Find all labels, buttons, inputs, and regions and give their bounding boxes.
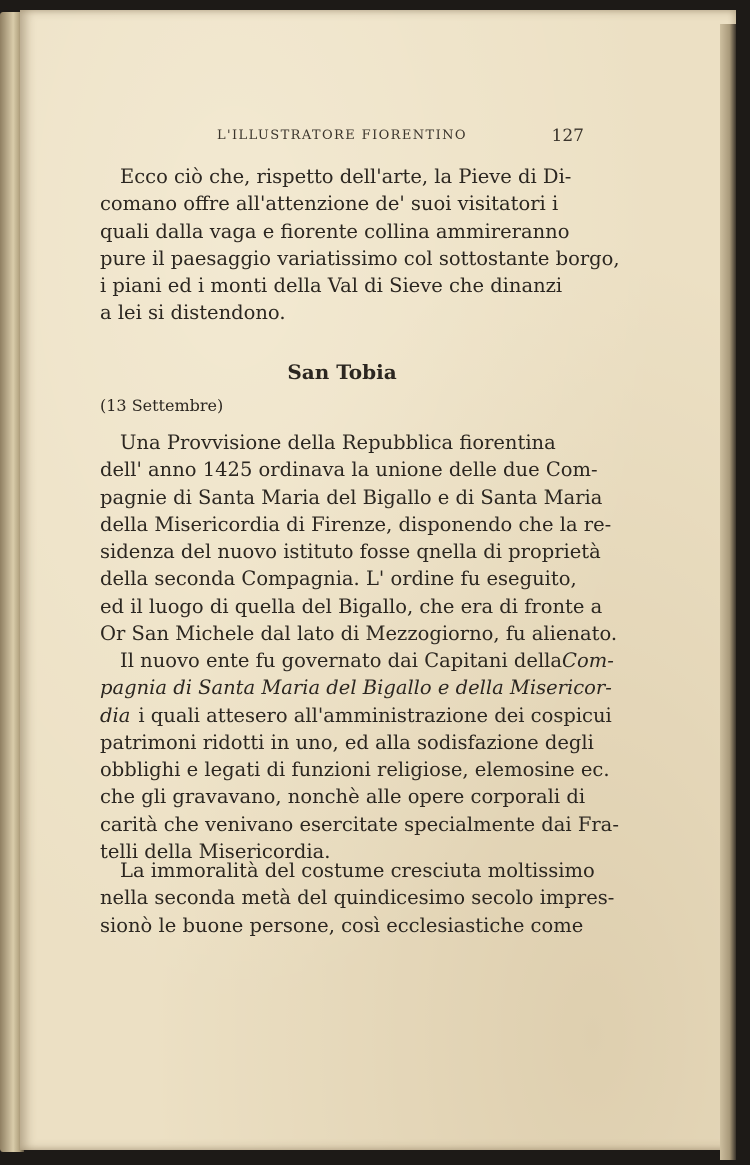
page-number: 127	[551, 126, 584, 146]
text-line: comano offre all'attenzione de' suoi visitatori i	[100, 192, 559, 216]
text-line: pagnia di Santa Maria del Bigallo e della Misericor-	[100, 676, 612, 700]
text-line: Ecco ciò che, rispetto dell'arte, la Pieve di Di-	[120, 165, 572, 188]
paragraph-2	[100, 647, 619, 865]
text-line: carità che venivano esercitate specialmente dai Fra-	[100, 812, 619, 836]
text-segment: i quali attesero all'amministrazione dei cospicui	[138, 703, 612, 727]
text-line: nella seconda metà del quindicesimo secolo impres-	[100, 886, 615, 910]
text-line: della seconda Compagnia. L' ordine fu eseguito,	[100, 567, 577, 591]
text-line: sionò le buone persone, così ecclesiastiche come	[100, 913, 584, 937]
italic-text: Com-	[562, 649, 614, 672]
text-line: dell' anno 1425 ordinava la unione delle due Com-	[100, 458, 598, 482]
text-segment: Il nuovo ente fu governato dai Capitani della	[120, 649, 563, 672]
page-edge-shadow	[720, 24, 736, 1160]
text-line: Or San Michele dal lato di Mezzogiorno, fu alienato.	[100, 622, 618, 646]
text-line: patrimoni ridotti in uno, ed alla sodisfazione degli	[100, 730, 594, 754]
intro-paragraph	[100, 163, 620, 327]
page-header	[100, 128, 584, 152]
text-line: pagnie di Santa Maria del Bigallo e di Santa Maria	[100, 485, 603, 509]
text-line: telli della Misericordia.	[100, 840, 331, 864]
text-line	[100, 702, 612, 729]
italic-text: dia	[100, 703, 131, 727]
text-line: che gli gravavano, nonchè alle opere corporali di	[100, 785, 586, 809]
text-line: ed il luogo di quella del Bigallo, che era di fronte a	[100, 594, 603, 618]
running-title: L'ILLUSTRATORE FIORENTINO	[217, 128, 467, 143]
text-line	[100, 647, 614, 674]
text-line: Una Provvisione della Repubblica fiorentina	[120, 431, 556, 454]
text-line: i piani ed i monti della Val di Sieve che dinanzi	[100, 274, 563, 298]
text-line: a lei si distendono.	[100, 301, 286, 325]
paragraph-1	[100, 429, 618, 647]
text-line: sidenza del nuovo istituto fosse qnella di proprietà	[100, 540, 601, 564]
section-date: (13 Settembre)	[100, 396, 224, 415]
section-heading: San Tobia	[287, 360, 397, 384]
text-line: pure il paesaggio variatissimo col sottostante borgo,	[100, 246, 620, 270]
text-line: della Misericordia di Firenze, disponendo che la re-	[100, 512, 612, 536]
text-line: obblighi e legati di funzioni religiose, elemosine ec.	[100, 758, 610, 782]
paragraph-3	[100, 857, 615, 939]
text-line: quali dalla vaga e fiorente collina ammireranno	[100, 219, 570, 243]
text-line: La immoralità del costume cresciuta moltissimo	[120, 859, 595, 882]
